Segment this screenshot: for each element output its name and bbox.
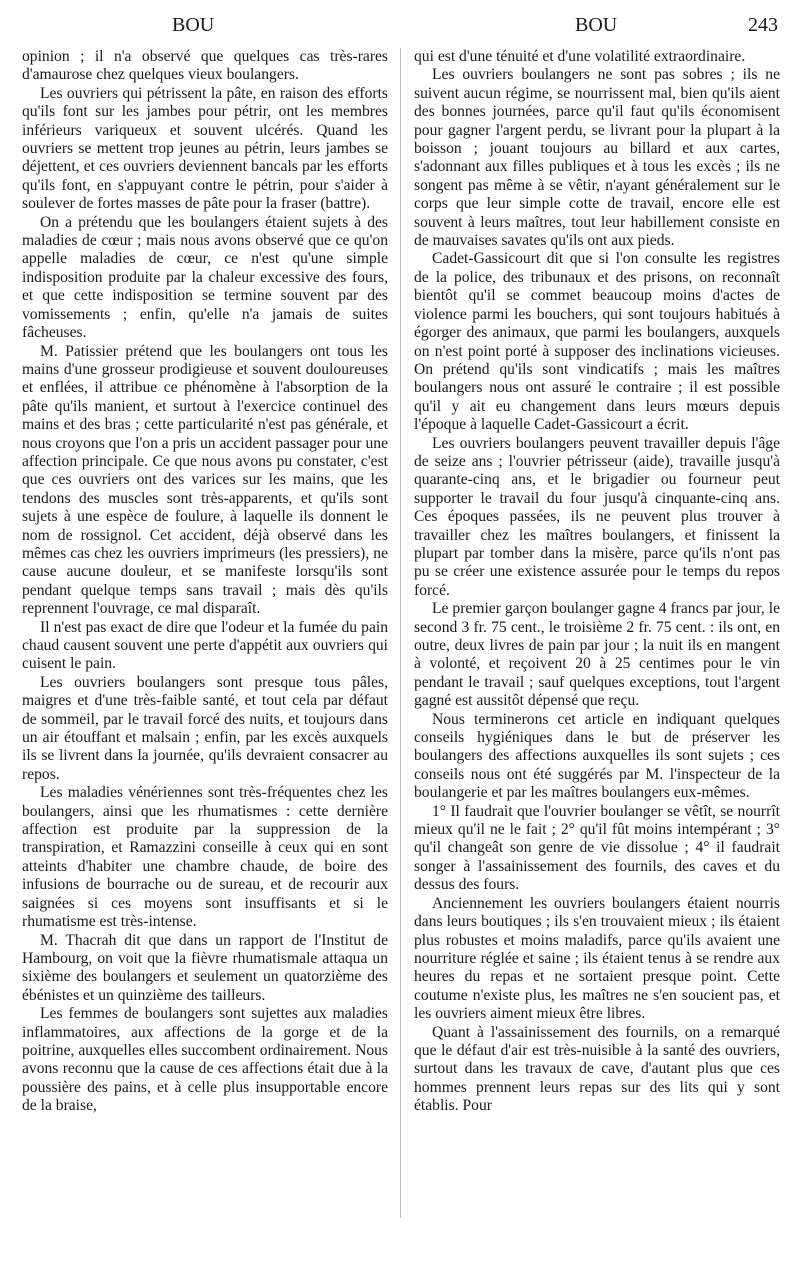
running-title-left: BOU — [172, 14, 215, 36]
paragraph: 1° Il faudrait que l'ouvrier boulanger se vêtît, se nourrît mieux qu'il ne le fait ; 2° qu'il fût moins intempérant ; 3° qu'il changeât son genre de vie dissolue ; 4° il faudrait songer à l'assainissement des fournils, des caves et du dessus des fours. — [414, 802, 780, 894]
paragraph: Les femmes de boulangers sont sujettes aux maladies inflammatoires, aux affections de la gorge et de la poitrine, auxquelles elles succombent ordinairement. Nous avons reconnu que la cause de ces affections était due à la poussière des pains, et à celle plus insupportable encore de la braise, — [22, 1005, 388, 1115]
paragraph: Quant à l'assainissement des fournils, on a remarqué que le défaut d'air est très-nuisible à la santé des ouvriers, surtout dans les travaux de cave, d'autant plus que ces hommes prennent leurs repas sur des lits qui y sont établis. Pour — [414, 1023, 780, 1115]
column-divider — [400, 48, 401, 1218]
left-column — [22, 48, 388, 1263]
paragraph: On a prétendu que les boulangers étaient sujets à des maladies de cœur ; mais nous avons observé que ce qu'on appelle maladies de cœur, ce n'est qu'une simple indisposition produite par la chaleur excessive des fours, et que cette indisposition se termine souvent par des vomissements ; enfin, qu'elle n'a jamais de suites fâcheuses. — [22, 213, 388, 342]
paragraph: Anciennement les ouvriers boulangers étaient nourris dans leurs boutiques ; ils s'en trouvaient mieux ; ils étaient plus robustes et moins maladifs, parce qu'ils avaient une nourriture réglée et saine ; ils étaient tenus à se rendre aux heures du repas et ne sortaient presque point. Cette coutume n'existe plus, les maîtres ne s'en soucient pas, et les ouvriers aiment mieux être libres. — [414, 894, 780, 1023]
paragraph: qui est d'une ténuité et d'une volatilité extraordinaire. — [414, 48, 746, 65]
paragraph: Les maladies vénériennes sont très-fréquentes chez les boulangers, ainsi que les rhumatismes : cette dernière affection est produite par la suppression de la transpiration, et Ramazzini conseille à ceux qui en sont atteints d'habiter une chambre chaude, de boire des infusions de bourrache ou de sureau, et de recourir aux saignées si ces moyens sont insuffisants et si le rhumatisme est très-intense. — [22, 784, 388, 931]
page-number: 243 — [748, 14, 778, 36]
paragraph: M. Patissier prétend que les boulangers ont tous les mains d'une grosseur prodigieuse et souvent douloureuses et enflées, il attribue ce phénomène à l'absorption de la pâte qu'ils manient, et surtout à l'exercice continuel des mains et des bras ; cette particularité n'est pas générale, et nous croyons que l'on a pris un accident passager pour une affection principale. Ce que nous avons pu constater, c'est que ces ouvriers ont des varices sur les mains, que les tendons des muscles sont très-apparents, et qu'ils sont sujets à une espèce de foulure, à laquelle ils donnent le nom de rossignol. Cet accident, déjà observé dans les mêmes cas chez les ouvriers imprimeurs (les pressiers), ne cause aucune douleur, et se manifeste lorsqu'ils sont pendant quelque temps sans travail ; mais dès qu'ils reprennent l'ouvrage, ce mal disparaît. — [22, 342, 388, 618]
paragraph: Les ouvriers boulangers sont presque tous pâles, maigres et d'une très-faible santé, et tout cela par défaut de sommeil, par le travail forcé des nuits, et toujours dans un air étouffant et malsain ; enfin, par les excès auxquels ils se livrent dans la journée, qu'ils devraient consacrer au repos. — [22, 673, 388, 783]
paragraph: Le premier garçon boulanger gagne 4 francs par jour, le second 3 fr. 75 cent., le troisième 2 fr. 75 cent. : ils ont, en outre, deux livres de pain par jour ; la nuit ils en mangent à volonté, et reçoivent 20 à 25 centimes pour le vin pendant le travail ; sauf quelques exceptions, tout l'argent gagné est aussitôt dépensé que reçu. — [414, 600, 780, 710]
running-title-right: BOU — [575, 14, 618, 36]
paragraph: Il n'est pas exact de dire que l'odeur et la fumée du pain chaud causent souvent une perte d'appétit aux ouvriers qui cuisent le pain. — [22, 618, 388, 673]
paragraph: Les ouvriers boulangers peuvent travailler depuis l'âge de seize ans ; l'ouvrier pétrisseur (aide), travaille jusqu'à quarante-cinq ans, et le brigadier ou fourneur peut supporter le travail du four jusqu'à cinquante-cinq ans. Ces époques passées, ils ne peuvent plus trouver à travailler chez les maîtres boulangers, et finissent la plupart par tomber dans la misère, parce qu'ils n'ont pas pu se créer une existence assurée pour le temps du repos forcé. — [414, 434, 780, 599]
paragraph: Cadet-Gassicourt dit que si l'on consulte les registres de la police, des tribunaux et des prisons, on reconnaît bientôt qu'il se commet beaucoup moins d'actes de violence parmi les bouchers, qui sont toujours habitués à égorger des animaux, que parmi les boulangers, auxquels on n'est point porté à supposer des inclinations vicieuses. On prétend qu'ils sont vindicatifs ; mais les maîtres boulangers nous ont assuré le contraire ; il est possible qu'il y ait eu changement dans leurs mœurs depuis l'époque à laquelle Cadet-Gassicourt a écrit. — [414, 250, 780, 434]
paragraph: Les ouvriers boulangers ne sont pas sobres ; ils ne suivent aucun régime, se nourrissent mal, bien qu'ils aient des bonnes journées, parce qu'il faut qu'ils économisent pour gagner l'argent perdu, se livrant pour la plupart à la boisson ; jouant toujours au billard et aux cartes, s'adonnant aux filles publiques et à tous les excès ; ils ne songent pas même à se vêtir, n'ayant généralement sur le corps que leur simple cotte de travail, encore elle est souvent à leurs maîtres, tout leur habillement consiste en de mauvaises savates qu'ils ont aux pieds. — [414, 66, 780, 250]
paragraph: Les ouvriers qui pétrissent la pâte, en raison des efforts qu'ils font sur les jambes pour pétrir, ont les membres inférieurs variqueux et souvent ulcérés. Quand les ouvriers se mettent trop jeunes au pétrin, leurs jambes se déjettent, et ces ouvriers deviennent bancals par les efforts qu'ils font, en s'appuyant contre le pétrin, pour s'aider à soulever de fortes masses de pâte pour la fraser (battre). — [22, 84, 388, 213]
right-column — [414, 48, 780, 1263]
page-header — [22, 14, 778, 44]
paragraph: M. Thacrah dit que dans un rapport de l'Institut de Hambourg, on voit que la fièvre rhumatismale attaqua un sixième des boulangers et seulement un quatorzième des ébénistes et un quinzième des tailleurs. — [22, 931, 388, 1004]
paragraph: Nous terminerons cet article en indiquant quelques conseils hygiéniques dans le but de préserver les boulangers des affections auxquelles ils sont sujets ; ces conseils nous ont été suggérés par M. l'inspecteur de la boulangerie et par les maîtres boulangers eux-mêmes. — [414, 710, 780, 802]
paragraph: opinion ; il n'a observé que quelques cas très-rares d'amaurose chez quelques vieux boulangers. — [22, 48, 388, 84]
